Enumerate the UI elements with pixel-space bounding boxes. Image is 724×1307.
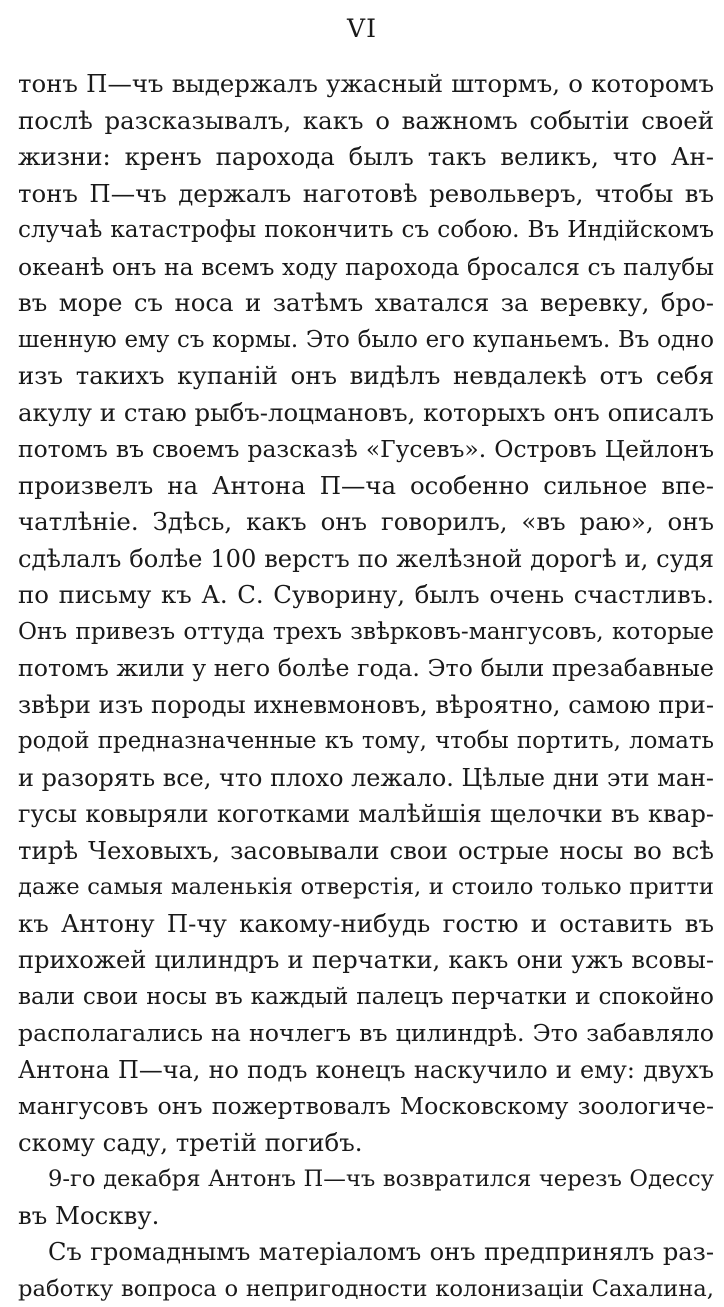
text-line: Онъ привезъ оттуда трехъ звѣрковъ-мангусовъ, которые [18, 614, 714, 651]
text-line: даже самыя маленькія отверстія, и стоило только притти [18, 869, 714, 906]
text-line: работку вопроса о непригодности колонизаціи Сахалина, [18, 1271, 714, 1307]
text-line: вали свои носы въ каждый палецъ перчатки и спокойно [18, 979, 714, 1016]
text-line: изъ такихъ купаній онъ видѣлъ невдалекѣ отъ себя [18, 358, 714, 395]
text-line: и разорять все, что плохо лежало. Цѣлые дни эти ман- [18, 760, 714, 797]
text-line: жизни: кренъ парохода былъ такъ великъ, что Ан- [18, 139, 714, 176]
text-line: океанѣ онъ на всемъ ходу парохода бросался съ палубы [18, 249, 714, 286]
paragraph-start-line: 9-го декабря Антонъ П—чъ возвратился черезъ Одессу [18, 1161, 714, 1198]
text-line: тонъ П—чъ выдержалъ ужасный штормъ, о которомъ [18, 66, 714, 103]
text-line: располагались на ночлегъ въ цилиндрѣ. Это забавляло [18, 1015, 714, 1052]
page-number: VI [0, 14, 724, 43]
text-line: тонъ П—чъ держалъ наготовѣ револьверъ, чтобы въ [18, 176, 714, 213]
text-line: въ Москву. [18, 1198, 714, 1235]
text-line: прихожей цилиндръ и перчатки, какъ они ужъ всовы- [18, 942, 714, 979]
text-line: мангусовъ онъ пожертвовалъ Московскому зоологиче- [18, 1088, 714, 1125]
text-line: гусы ковыряли коготками малѣйшія щелочки въ квар- [18, 796, 714, 833]
text-line: звѣри изъ породы ихневмоновъ, вѣроятно, самою при- [18, 687, 714, 724]
text-line: сдѣлалъ болѣе 100 верстъ по желѣзной дорогѣ и, судя [18, 541, 714, 578]
text-line: потомъ жили у него болѣе года. Это были презабавные [18, 650, 714, 687]
text-line: въ море съ носа и затѣмъ хватался за веревку, бро- [18, 285, 714, 322]
text-line: шенную ему съ кормы. Это было его купаньемъ. Въ одно [18, 322, 714, 359]
text-line: случаѣ катастрофы покончить съ собою. Въ Индійскомъ [18, 212, 714, 249]
text-line: акулу и стаю рыбъ-лоцмановъ, которыхъ онъ описалъ [18, 395, 714, 432]
text-line: чатлѣніе. Здѣсь, какъ онъ говорилъ, «въ раю», онъ [18, 504, 714, 541]
paragraph-start-line: Съ громаднымъ матеріаломъ онъ предпринялъ раз- [18, 1234, 714, 1271]
text-line: по письму къ А. С. Суворину, былъ очень счастливъ. [18, 577, 714, 614]
text-line: къ Антону П-чу какому-нибудь гостю и оставить въ [18, 906, 714, 943]
body-text [18, 66, 714, 1307]
text-line: тирѣ Чеховыхъ, засовывали свои острые носы во всѣ [18, 833, 714, 870]
text-line: Антона П—ча, но подъ конецъ наскучило и ему: двухъ [18, 1052, 714, 1089]
text-line: послѣ разсказывалъ, какъ о важномъ событіи своей [18, 103, 714, 140]
text-line: произвелъ на Антона П—ча особенно сильное впе- [18, 468, 714, 505]
text-line: скому саду, третій погибъ. [18, 1125, 714, 1162]
text-line: родой предназначенные къ тому, чтобы портить, ломать [18, 723, 714, 760]
text-line: потомъ въ своемъ разсказѣ «Гусевъ». Островъ Цейлонъ [18, 431, 714, 468]
